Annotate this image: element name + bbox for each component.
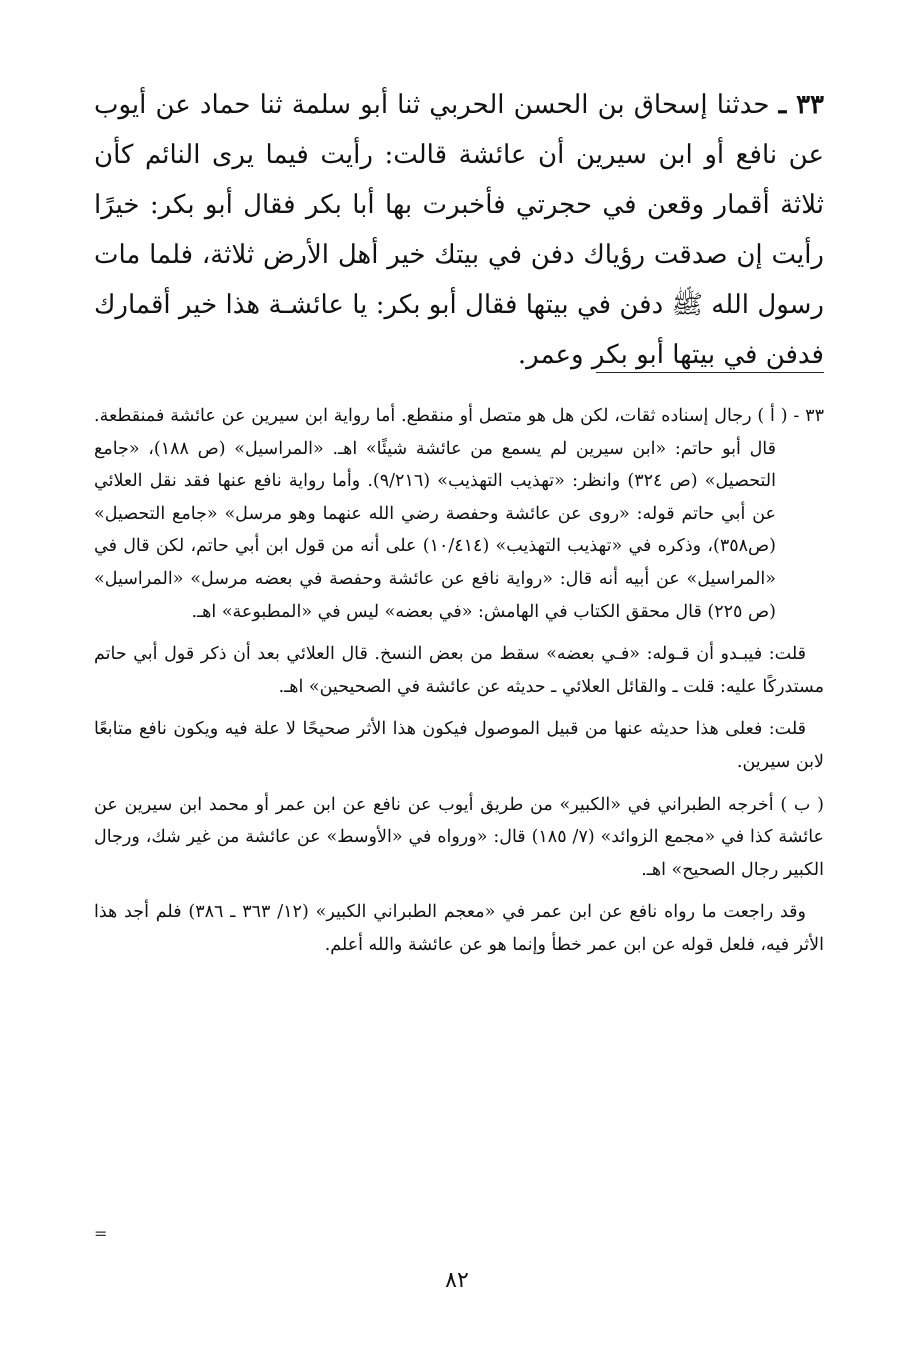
hadith-text: حدثنا إسحاق بن الحسن الحربي ثنا أبو سلمة ثنا حماد عن أيوب عن نافع أو ابن سيرين أن عائشة قالت: رأيت فيما يرى النائم كأن ثلاثة أقمار وقعن في حجرتي فأخبرت بها أبا بكر فقال أبو بكر: خيرًا رأيت إن صدقت رؤياك دفن في بيتك خير أهل الأرض ثلاثة، فلما مات رسول الله ﷺ دفن في بيتها فقال أبو بكر: يا عائشـة هذا خير أقمارك فدفن في بيتها أبو بكر وعمر. <box>94 90 824 370</box>
footnote-label: ٣٣ - ( أ ) <box>757 406 824 426</box>
footnotes-section <box>94 400 824 972</box>
footnote-paragraph-2: قلت: فيبـدو أن قـوله: «فـي بعضه» سقط من بعض النسخ. قال العلائي بعد أن ذكر قول أبي حاتم مستدركًا عليه: قلت ـ والقائل العلائي ـ حديثه عن عائشة في الصحيحين» اهـ. <box>94 644 824 697</box>
hadith-paragraph <box>94 80 824 380</box>
footnote-paragraph-5: وقد راجعت ما رواه نافع عن ابن عمر في «معجم الطبراني الكبير» (١٢/ ٣٦٣ ـ ٣٨٦) فلم أجد هذا الأثر فيه، فلعل قوله عن ابن عمر خطأ وإنما هو عن عائشة والله أعلم. <box>94 902 824 955</box>
footnote-paragraph-1 <box>94 400 824 628</box>
hadith-number: ٣٣ ـ <box>778 90 825 120</box>
footnote-divider <box>596 372 824 373</box>
footnote-text-1: رجال إسناده ثقات، لكن هل هو متصل أو منقطع. أما رواية ابن سيرين عن عائشة فمنقطعة. قال أبو حاتم: «ابن سيرين لم يسمع من عائشة شيئًا» اهـ. «المراسيل» (ص ١٨٨)، «جامع التحصيل» (ص ٣٢٤) وانظر: «تهذيب التهذيب» (٩/٢١٦). وأما رواية نافع عنها فقد نقل العلائي عن أبي حاتم قوله: «روى عن عائشة وحفصة رضي الله عنهما وهو مرسل» «جامع التحصيل» (ص٣٥٨)، وذكره في «تهذيب التهذيب» (١٠/٤١٤) على أنه من قول ابن أبي حاتم، لكن قال في «المراسيل» عن أبيه أنه قال: «رواية نافع عن عائشة وحفصة في بعضه مرسل» «المراسيل» (ص ٢٢٥) قال محقق الكتاب في الهامش: «في بعضه» ليس في «المطبوعة» اهـ. <box>94 406 777 622</box>
continuation-mark: = <box>94 1224 108 1243</box>
footnote-paragraph-4: ( ب ) أخرجه الطبراني في «الكبير» من طريق أيوب عن نافع عن ابن عمر أو محمد ابن سيرين عن عائشة كذا في «مجمع الزوائد» (٧/ ١٨٥) قال: «ورواه في «الأوسط» عن عائشة من غير شك، ورجال الكبير رجال الصحيح» اهـ. <box>94 794 824 880</box>
page-number: ٨٢ <box>445 1268 469 1293</box>
footnote-paragraph-3: قلت: فعلى هذا حديثه عنها من قبيل الموصول فيكون هذا الأثر صحيحًا لا علة فيه ويكون نافع متابعًا لابن سيرين. <box>94 719 824 772</box>
